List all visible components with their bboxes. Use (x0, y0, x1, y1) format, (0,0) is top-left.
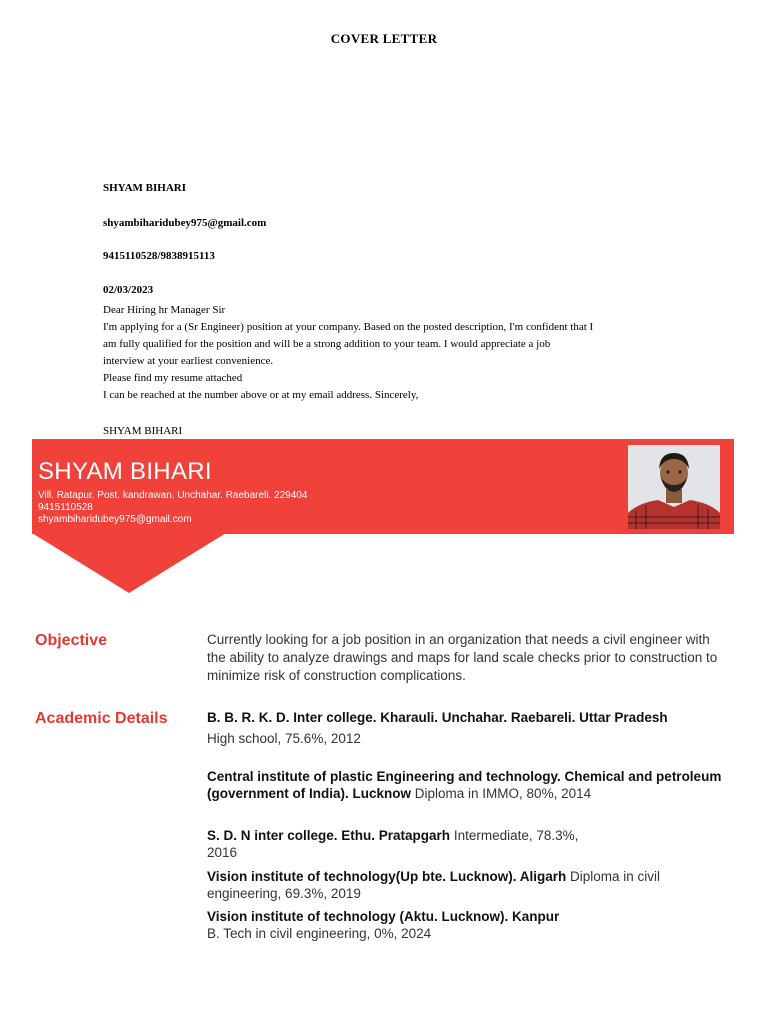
body-line: am fully qualified for the position and will be a strong addition to your team. I would appreciate a job (103, 338, 551, 350)
resume-email: shyambiharidubey975@gmail.com (38, 514, 192, 525)
body-line: I can be reached at the number above or at my email address. Sincerely, (103, 389, 419, 401)
profile-photo (628, 445, 720, 529)
resume-name: SHYAM BIHARI (38, 458, 212, 485)
sender-email: shyambiharidubey975@gmail.com (103, 217, 267, 229)
education-entry (207, 908, 727, 942)
education-detail: Diploma in IMMO, 80%, 2014 (414, 786, 592, 801)
body-line: Please find my resume attached (103, 372, 243, 384)
education-institution: Vision institute of technology (Aktu. Lucknow). Kanpur (207, 909, 560, 924)
sender-name: SHYAM BIHARI (103, 182, 187, 194)
sender-phone: 9415110528/9838915113 (103, 250, 215, 262)
objective-heading: Objective (35, 632, 108, 649)
education-detail: Diploma in civil engineering, 69.3%, 2019 (207, 869, 661, 901)
letter-date: 02/03/2023 (103, 284, 154, 296)
body-line: interview at your earliest convenience. (103, 355, 274, 367)
education-entry (207, 868, 697, 902)
education-entry (207, 827, 587, 861)
salutation: Dear Hiring hr Manager Sir (103, 304, 226, 316)
education-detail: High school, 75.6%, 2012 (207, 731, 361, 746)
education-entry (207, 709, 727, 747)
education-institution: S. D. N inter college. Ethu. Pratapgarh (207, 828, 451, 843)
banner-chevron (32, 533, 232, 595)
education-detail: Intermediate, 78.3%, 2016 (207, 828, 579, 860)
education-institution: Central institute of plastic Engineering and technology. Chemical and petroleum (government of India). Lucknow (207, 769, 722, 801)
education-institution: B. B. R. K. D. Inter college. Kharauli. Unchahar. Raebareli. Uttar Pradesh (207, 710, 668, 725)
education-entry (207, 768, 727, 802)
resume-address: Vill. Ratapur. Post. kandrawan. Unchahar. Raebareli. 229404 (38, 490, 308, 501)
person-photo-icon (628, 445, 720, 529)
resume-phone: 9415110528 (38, 502, 93, 513)
academic-heading: Academic Details (35, 710, 168, 727)
objective-text: Currently looking for a job position in an organization that needs a civil engineer with the ability to analyze drawings and maps for land scale checks prior to construction to minimize risk of construction complications. (207, 632, 718, 683)
body-line: I'm applying for a (Sr Engineer) position at your company. Based on the posted description, I'm confident that I (103, 321, 594, 333)
letter-body (103, 302, 593, 404)
document-title: COVER LETTER (330, 31, 438, 46)
education-institution: Vision institute of technology(Up bte. Lucknow). Aligarh (207, 869, 567, 884)
signature: SHYAM BIHARI (103, 425, 183, 437)
education-detail: B. Tech in civil engineering, 0%, 2024 (207, 926, 432, 941)
